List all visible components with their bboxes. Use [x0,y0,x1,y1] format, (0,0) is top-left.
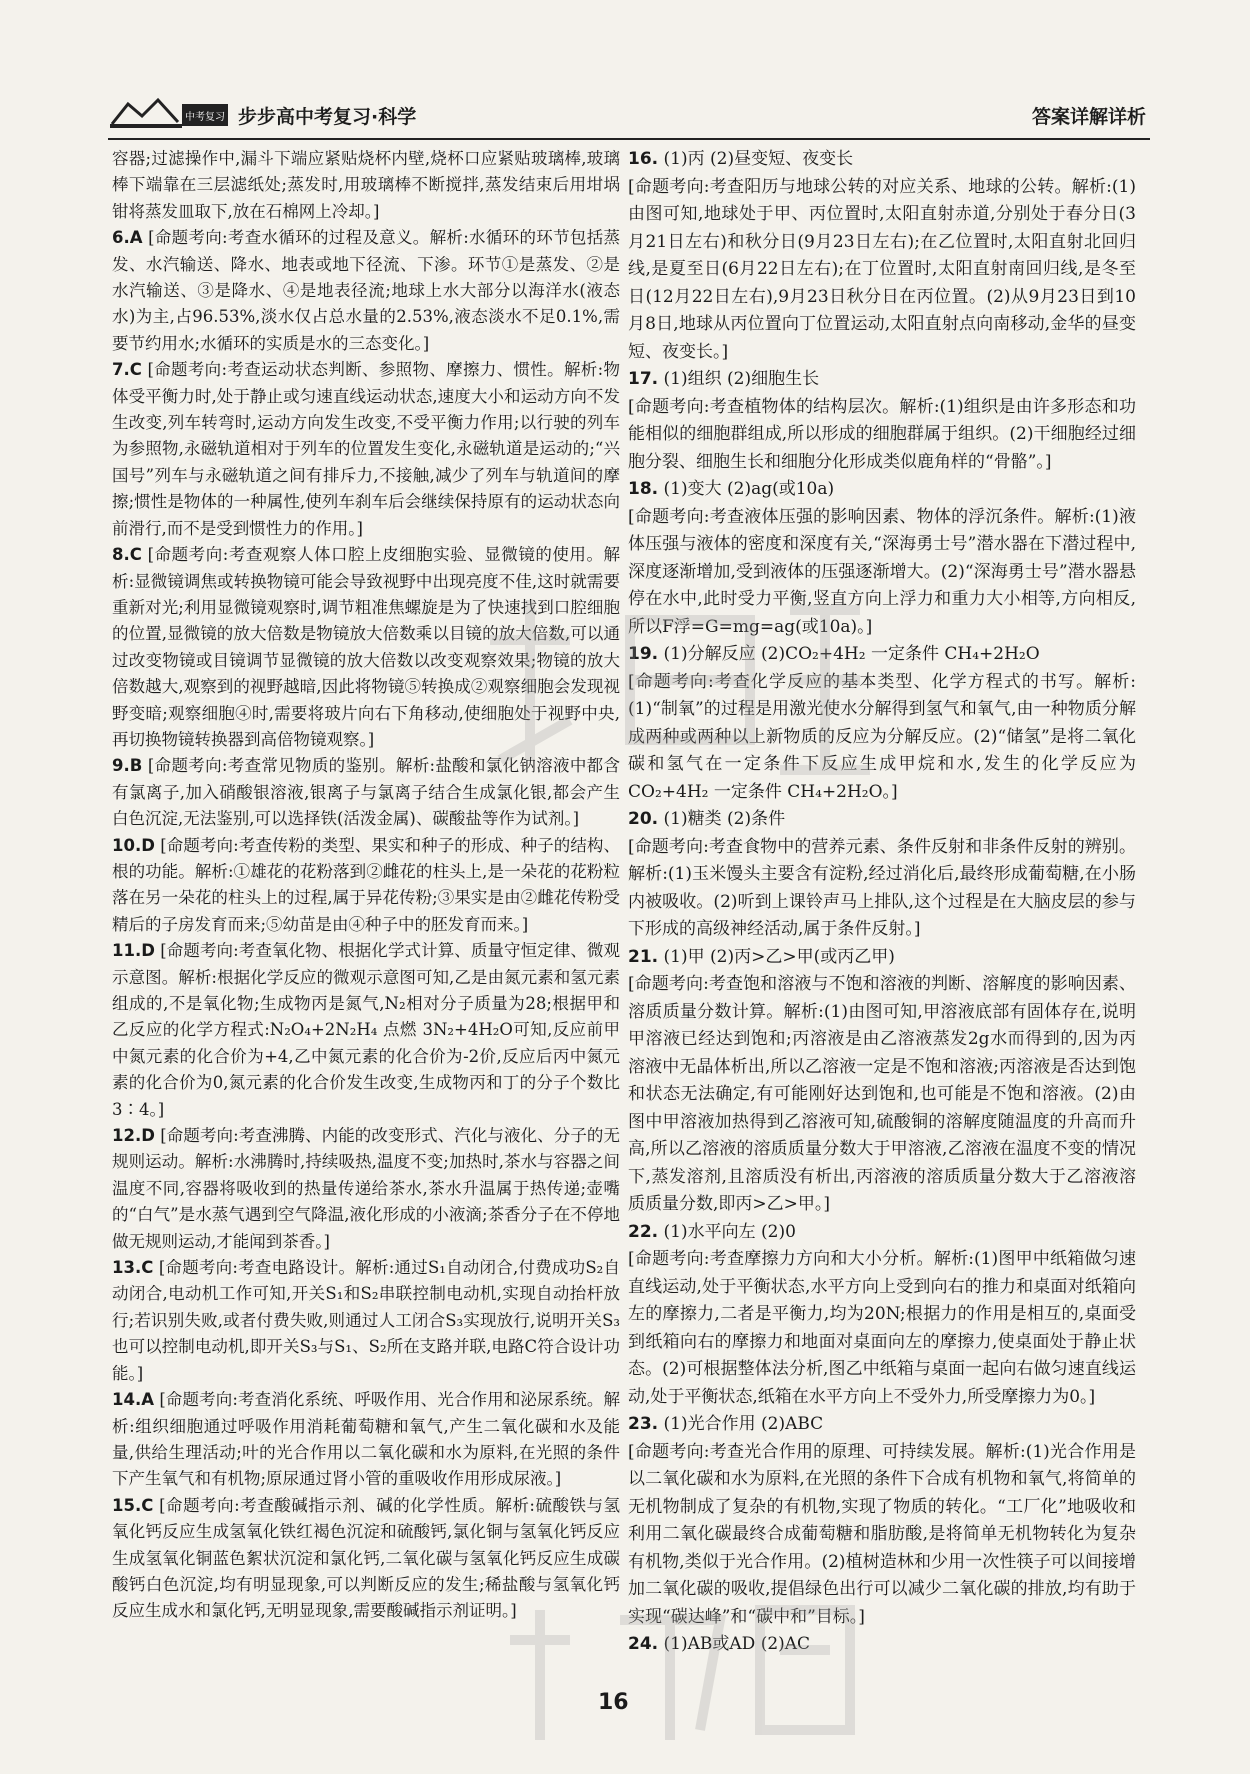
explanation-text: [命题考向:考查摩擦力方向和大小分析。解析:(1)图甲中纸箱做匀速直线运动,处于平衡状态,水平方向上受到向右的推力和桌面对纸箱向左的摩擦力,二者是平衡力,均为20N;根据力的作用是相互的,桌面受到纸箱向右的摩擦力和地面对桌面向左的摩擦力,使桌面处于静止状态。(2)可根据整体法分析,图乙中纸箱与桌面一起向右做匀速直线运动,处于平衡状态,纸箱在水平方向上不受外力,所受摩擦力为0。] [628,1249,1136,1407]
answer-item-q19 [628,641,1136,806]
right-column [628,146,1136,1659]
answer-item-cont [112,146,620,225]
question-number: 24. [628,1634,659,1654]
question-number: 23. [628,1414,659,1434]
answer-item-q24 [628,1631,1136,1659]
answer-text: (1)AB或AD (2)AC [663,1634,811,1654]
header-rule [108,138,1150,140]
question-number: 20. [628,809,659,829]
answer-item-q20 [628,806,1136,944]
page-number: 16 [598,1690,629,1715]
answer-item-q17 [628,366,1136,476]
answer-text: (1)分解反应 (2)CO₂+4H₂ 一定条件 CH₄+2H₂O [663,644,1040,664]
question-number: 19. [628,644,659,664]
answer-item-q11 [112,938,620,1123]
question-number: 15.C [112,1495,154,1515]
explanation-text: [命题考向:考查常见物质的鉴别。解析:盐酸和氯化钠溶液中都含有氯离子,加入硝酸银溶液,银离子与氯离子结合生成氯化银,都会产生白色沉淀,无法鉴别,可以选择铁(活泼金属)、碳酸盐等作为试剂。] [112,756,620,829]
answer-item-q10 [112,833,620,939]
answer-item-q8 [112,542,620,753]
logo-icon [108,94,230,132]
explanation-text: [命题考向:考查沸腾、内能的改变形式、汽化与液化、分子的无规则运动。解析:水沸腾时,持续吸热,温度不变;加热时,茶水与容器之间温度不同,容器将吸收到的热量传递给茶水,茶水升温属于热传递;壶嘴的“白气”是水蒸气遇到空气降温,液化形成的小液滴;茶香分子在不停地做无规则运动,才能闻到茶香。] [112,1126,620,1251]
explanation-text: [命题考向:考查运动状态判断、参照物、摩擦力、惯性。解析:物体受平衡力时,处于静止或匀速直线运动状态,速度大小和运动方向不发生改变,列车转弯时,运动方向发生改变,不受平衡力作用;以行驶的列车为参照物,永磁轨道相对于列车的位置发生变化,永磁轨道是运动的;“兴国号”列车与永磁轨道之间有排斥力,不接触,减少了列车与轨道间的摩擦;惯性是物体的一种属性,使列车刹车后会继续保持原有的运动状态向前滑行,而不是受到惯性力的作用。] [112,360,620,538]
answer-item-q9 [112,753,620,832]
explanation-text: [命题考向:考查植物体的结构层次。解析:(1)组织是由许多形态和功能相似的细胞群组成,所以形成的细胞群属于组织。(2)干细胞经过细胞分裂、细胞生长和细胞分化形成类似鹿角样的“骨骼”。] [628,396,1136,472]
question-number: 7.C [112,360,142,380]
explanation-text: [命题考向:考查观察人体口腔上皮细胞实验、显微镜的使用。解析:显微镜调焦或转换物镜可能会导致视野中出现亮度不佳,这时就需要重新对光;利用显微镜观察时,调节粗准焦螺旋是为了快速找到口腔细胞的位置,显微镜的放大倍数是物镜放大倍数乘以目镜的放大倍数,可以通过改变物镜或目镜调节显微镜的放大倍数以改变观察效果;物镜的放大倍数越大,观察到的视野越暗,因此将物镜⑤转换成②观察细胞会发现视野变暗;观察细胞④时,需要将玻片向右下角移动,使细胞处于视野中央,再切换物镜转换器到高倍物镜观察。] [112,545,620,749]
question-number: 18. [628,479,659,499]
question-number: 11.D [112,941,155,961]
answer-item-q14 [112,1387,620,1493]
left-column [112,146,620,1625]
answer-item-q21 [628,944,1136,1219]
question-number: 21. [628,946,659,967]
answer-item-q22 [628,1219,1136,1412]
question-number: 14.A [112,1390,154,1410]
answer-item-q23 [628,1411,1136,1631]
explanation-text: [命题考向:考查传粉的类型、果实和种子的形成、种子的结构、根的功能。解析:①雄花的花粉落到②雌花的柱头上,是一朵花的花粉粒落在另一朵花的柱头上的过程,属于异花传粉;③果实是由②雌花传粉受精后的子房发育而来;⑤幼苗是由④种子中的胚发育而来。] [112,835,620,934]
answer-text: (1)丙 (2)昼变短、夜变长 [663,149,854,169]
explanation-text: [命题考向:考查阳历与地球公转的对应关系、地球的公转。解析:(1)由图可知,地球处于甲、丙位置时,太阳直射赤道,分别处于春分日(3月21日左右)和秋分日(9月23日左右);在乙位置时,太阳直射北回归线,是夏至日(6月22日左右);在丁位置时,太阳直射南回归线,是冬至日(12月22日左右),9月23日秋分日在丙位置。(2)从9月23日到10月8日,地球从丙位置向丁位置运动,太阳直射点向南移动,金华的昼变短、夜变长。] [628,176,1136,362]
answer-text: (1)糖类 (2)条件 [663,809,786,829]
answer-text: (1)水平向左 (2)0 [663,1221,796,1242]
explanation-text: [命题考向:考查氧化物、根据化学式计算、质量守恒定律、微观示意图。解析:根据化学反应的微观示意图可知,乙是由氮元素和氢元素组成的,不是氧化物;生成物丙是氮气,N₂相对分子质量为28;根据甲和乙反应的化学方程式:N₂O₄+2N₂H₄ 点燃 3N₂+4H₂O可知,反应前甲中氮元素的化合价为+4,乙中氮元素的化合价为-2价,反应后丙中氮元素的化合价为0,氮元素的化合价发生改变,生成物丙和丁的分子个数比3∶4。] [112,941,620,1119]
question-number: 22. [628,1221,659,1242]
series-title: 步步高中考复习·科学 [238,106,417,128]
answer-item-q15 [112,1493,620,1625]
explanation-text: [命题考向:考查光合作用的原理、可持续发展。解析:(1)光合作用是以二氧化碳和水为原料,在光照的条件下合成有机物和氧气,将简单的无机物制成了复杂的有机物,实现了物质的转化。“工厂化”地吸收和利用二氧化碳最终合成葡萄糖和脂肪酸,是将简单无机物转化为复杂有机物,类似于光合作用。(2)植树造林和少用一次性筷子可以间接增加二氧化碳的吸收,提倡绿色出行可以减少二氧化碳的排放,均有助于实现“碳达峰”和“碳中和”目标。] [628,1441,1136,1627]
answer-text: (1)光合作用 (2)ABC [663,1414,824,1434]
answer-text: (1)变大 (2)ag(或10a) [663,479,835,499]
question-number: 16. [628,149,659,169]
question-number: 17. [628,369,659,389]
question-number: 13.C [112,1258,154,1278]
explanation-text: [命题考向:考查电路设计。解析:通过S₁自动闭合,付费成功S₂自动闭合,电动机工作可知,开关S₁和S₂串联控制电动机,实现自动抬杆放行;若识别失败,或者付费失败,则通过人工闭合S₃实现放行,说明开关S₃也可以控制电动机,即开关S₃与S₁、S₂所在支路并联,电路C符合设计功能。] [112,1258,621,1383]
explanation-text: [命题考向:考查饱和溶液与不饱和溶液的判断、溶解度的影响因素、溶质质量分数计算。解析:(1)由图可知,甲溶液底部有固体存在,说明甲溶液已经达到饱和;丙溶液是由乙溶液蒸发2g水而得到的,因为丙溶液中无晶体析出,所以乙溶液一定是不饱和溶液;丙溶液是否达到饱和状态无法确定,有可能刚好达到饱和,也可能是不饱和溶液。(2)由图中甲溶液加热得到乙溶液可知,硫酸铜的溶解度随温度的升高而升高,所以乙溶液的溶质质量分数大于甲溶液,乙溶液在温度不变的情况下,蒸发溶剂,且溶质没有析出,丙溶液的溶质质量分数大于乙溶液溶质质量分数,即丙>乙>甲。] [628,974,1136,1214]
question-number: 12.D [112,1126,155,1146]
explanation-text: [命题考向:考查水循环的过程及意义。解析:水循环的环节包括蒸发、水汽输送、降水、地表或地下径流、下渗。环节①是蒸发、②是水汽输送、③是降水、④是地表径流;地球上水大部分以海洋水(液态水)为主,占96.53%,淡水仅占总水量的2.53%,液态淡水不足0.1%,需要节约用水;水循环的实质是水的三态变化。] [112,228,621,353]
question-number: 10.D [112,835,155,855]
explanation-text: 容器;过滤操作中,漏斗下端应紧贴烧杯内壁,烧杯口应紧贴玻璃棒,玻璃棒下端靠在三层滤纸处;蒸发时,用玻璃棒不断搅拌,蒸发结束后用坩埚钳将蒸发皿取下,放在石棉网上冷却。] [112,149,620,221]
answer-text: (1)组织 (2)细胞生长 [663,369,820,389]
answer-item-q12 [112,1123,620,1255]
explanation-text: [命题考向:考查消化系统、呼吸作用、光合作用和泌尿系统。解析:组织细胞通过呼吸作用消耗葡萄糖和氧气,产生二氧化碳和水及能量,供给生理活动;叶的光合作用以二氧化碳和水为原料,在光照的条件下产生氧气和有机物;原尿通过肾小管的重吸收作用形成尿液。] [112,1390,620,1489]
question-number: 8.C [112,545,142,565]
answer-item-q16 [628,146,1136,366]
page-header [108,92,1150,136]
question-number: 9.B [112,756,143,776]
explanation-text: [命题考向:考查食物中的营养元素、条件反射和非条件反射的辨别。解析:(1)玉米馒头主要含有淀粉,经过消化后,最终形成葡萄糖,在小肠内被吸收。(2)听到上课铃声马上排队,这个过程是在大脑皮层的参与下形成的高级神经活动,属于条件反射。] [628,836,1136,939]
explanation-text: [命题考向:考查液体压强的影响因素、物体的浮沉条件。解析:(1)液体压强与液体的密度和深度有关,“深海勇士号”潜水器在下潜过程中,深度逐渐增加,受到液体的压强逐渐增大。(2)“深海勇士号”潜水器悬停在水中,此时受力平衡,竖直方向上浮力和重力大小相等,方向相反,所以F浮=G=mg=ag(或10a)。] [628,506,1136,637]
logo-text: 中考复习 [185,112,225,123]
answer-item-q18 [628,476,1136,641]
explanation-text: [命题考向:考查化学反应的基本类型、化学方程式的书写。解析:(1)“制氧”的过程是用激光使水分解得到氢气和氧气,由一种物质分解成两种或两种以上新物质的反应为分解反应。(2)“储氢”是将二氧化碳和氢气在一定条件下反应生成甲烷和水,发生的化学反应为CO₂+4H₂ 一定条件 CH₄+2H₂O。] [628,671,1136,802]
answer-item-q6 [112,225,620,357]
answer-text: (1)甲 (2)丙>乙>甲(或丙乙甲) [663,946,895,967]
explanation-text: [命题考向:考查酸碱指示剂、碱的化学性质。解析:硫酸铁与氢氧化钙反应生成氢氧化铁红褐色沉淀和硫酸钙,氯化铜与氢氧化钙反应生成氢氧化铜蓝色絮状沉淀和氯化钙,二氧化碳与氢氧化钙反应生成碳酸钙白色沉淀,均有明显现象,可以判断反应的发生;稀盐酸与氢氧化钙反应生成水和氯化钙,无明显现象,需要酸碱指示剂证明。] [112,1495,620,1621]
question-number: 6.A [112,228,143,248]
answer-item-q13 [112,1255,620,1387]
answer-item-q7 [112,357,620,542]
section-title: 答案详解详析 [1031,106,1146,128]
